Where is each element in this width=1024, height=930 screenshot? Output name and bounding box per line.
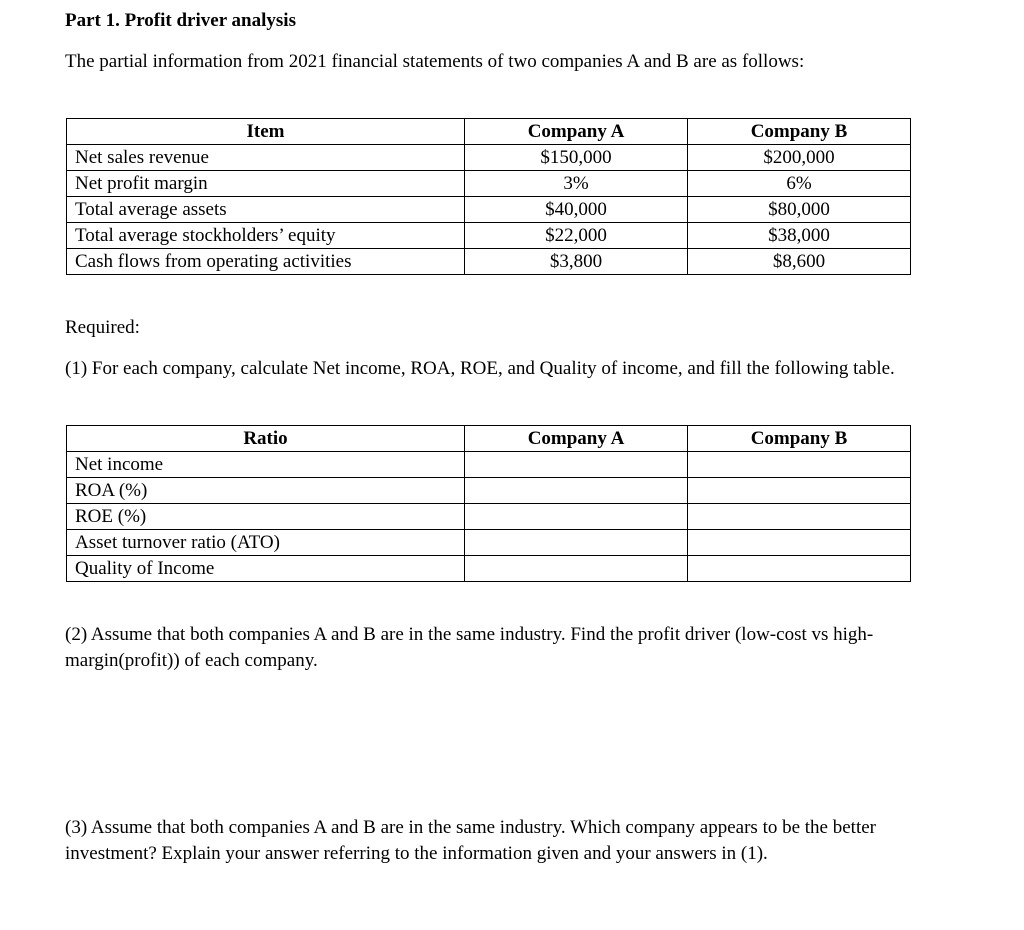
company-a-value: $150,000 [465,145,688,171]
table-row [67,197,911,223]
table-row [67,145,911,171]
question-3: (3) Assume that both companies A and B are in the same industry. Which company appears to be the better investment? Explain your answer referring to the information given and your answers in (1). [65,817,876,864]
ratio-label: ROE (%) [67,504,465,530]
header-company-a: Company A [465,119,688,145]
table-row [67,249,911,275]
table-row [67,452,911,478]
ratio-table [66,425,911,582]
company-b-answer-cell[interactable] [688,556,911,582]
row-label: Net sales revenue [67,145,465,171]
header-ratio: Ratio [67,426,465,452]
company-b-answer-cell[interactable] [688,452,911,478]
row-label: Total average assets [67,197,465,223]
company-b-answer-cell[interactable] [688,478,911,504]
table-header-row [67,426,911,452]
company-b-answer-cell[interactable] [688,504,911,530]
row-label: Net profit margin [67,171,465,197]
header-company-b: Company B [688,426,911,452]
row-label: Cash flows from operating activities [67,249,465,275]
company-a-value: $40,000 [465,197,688,223]
header-company-b: Company B [688,119,911,145]
table-row [67,504,911,530]
company-a-answer-cell[interactable] [465,530,688,556]
company-b-value: 6% [688,171,911,197]
company-b-value: $38,000 [688,223,911,249]
table-row [67,171,911,197]
question-1: (1) For each company, calculate Net income, ROA, ROE, and Quality of income, and fill the following table. [65,358,895,379]
ratio-label: Asset turnover ratio (ATO) [67,530,465,556]
company-a-answer-cell[interactable] [465,504,688,530]
table-row [67,530,911,556]
company-b-value: $80,000 [688,197,911,223]
company-a-value: 3% [465,171,688,197]
company-a-value: $22,000 [465,223,688,249]
table-row [67,478,911,504]
part-heading: Part 1. Profit driver analysis [65,10,296,31]
company-b-answer-cell[interactable] [688,530,911,556]
ratio-label: Net income [67,452,465,478]
table-row [67,556,911,582]
required-label: Required: [65,317,140,338]
company-b-value: $200,000 [688,145,911,171]
header-company-a: Company A [465,426,688,452]
ratio-label: Quality of Income [67,556,465,582]
header-item: Item [67,119,465,145]
question-2: (2) Assume that both companies A and B are in the same industry. Find the profit driver (low-cost vs high-margin(profit)) of each company. [65,624,874,671]
company-a-answer-cell[interactable] [465,452,688,478]
row-label: Total average stockholders’ equity [67,223,465,249]
table-header-row [67,119,911,145]
company-a-answer-cell[interactable] [465,556,688,582]
company-b-value: $8,600 [688,249,911,275]
table-row [67,223,911,249]
company-a-value: $3,800 [465,249,688,275]
intro-paragraph: The partial information from 2021 financial statements of two companies A and B are as follows: [65,51,805,72]
company-a-answer-cell[interactable] [465,478,688,504]
financial-info-table [66,118,911,275]
ratio-label: ROA (%) [67,478,465,504]
